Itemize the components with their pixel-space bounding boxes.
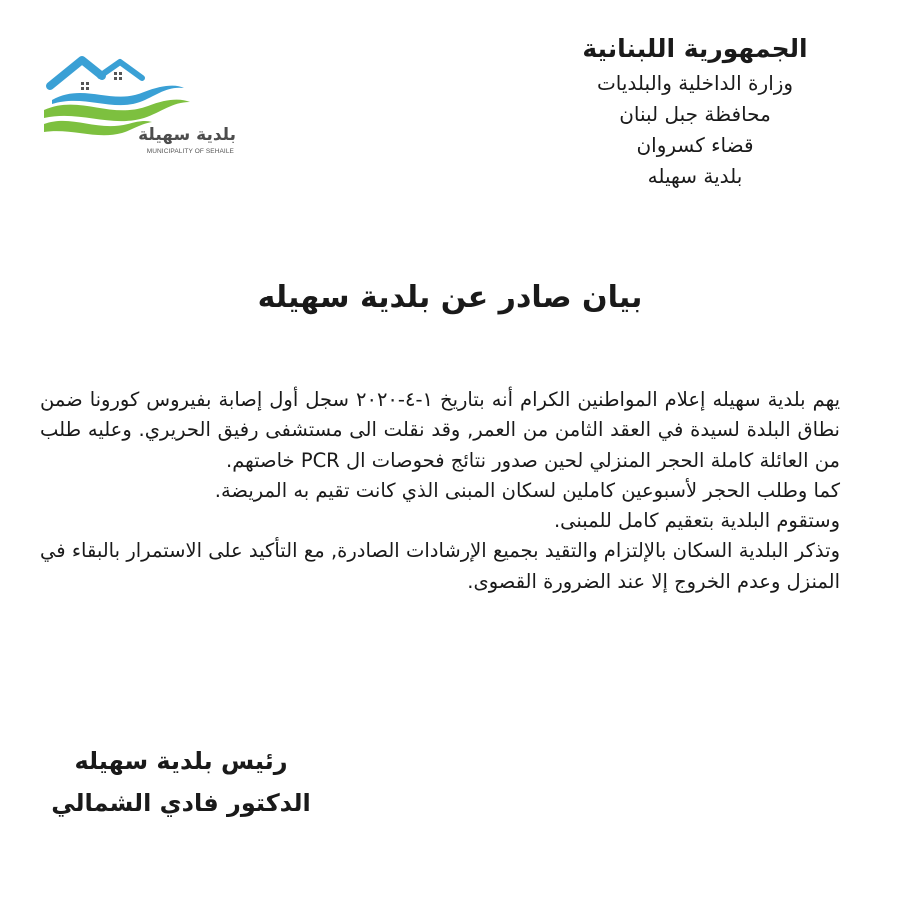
country-name: الجمهورية اللبنانية	[582, 34, 808, 63]
signature-block	[36, 740, 326, 824]
statement-title: بيان صادر عن بلدية سهيله	[257, 280, 643, 315]
logo-name-english: MUNICIPALITY OF SEHAILE	[146, 148, 234, 155]
logo-name-arabic: بلدية سهيلة	[138, 125, 236, 145]
municipality-name: بلدية سهيله	[647, 164, 743, 188]
signatory-name: الدكتور فادي الشمالي	[51, 789, 311, 817]
district-name: قضاء كسروان	[636, 133, 754, 157]
governorate-name: محافظة جبل لبنان	[619, 102, 771, 126]
statement-paragraph: يهم بلدية سهيله إعلام المواطنين الكرام أنه بتاريخ ١-٤-٢٠٢٠ سجل أول إصابة بفيروس كورونا ضمن نطاق البلدة لسيدة في العقد الثامن من العمر, وقد نقلت الى مستشفى رفيق الحريري. وعليه طلب من العائلة كاملة الحجر المنزلي لحين صدور نتائج فحوصات ال PCR خاصتهم.	[40, 388, 841, 472]
signatory-role: رئيس بلدية سهيله	[74, 747, 288, 775]
statement-paragraph: كما وطلب الحجر لأسبوعين كاملين لسكان المبنى الذي كانت تقيم به المريضة.	[214, 478, 840, 502]
statement-body	[40, 385, 840, 597]
ministry-name: وزارة الداخلية والبلديات	[596, 71, 794, 95]
municipality-logo	[36, 52, 236, 172]
statement-paragraph: وستقوم البلدية بتعقيم كامل للمبنى.	[553, 509, 840, 533]
statement-paragraph: وتذكر البلدية السكان بالإلتزام والتقيد بجميع الإرشادات الصادرة, مع التأكيد على الاستمرار بالبقاء في المنزل وعدم الخروج إلا عند الضرورة القصوى.	[40, 539, 840, 593]
letterhead	[530, 32, 860, 192]
